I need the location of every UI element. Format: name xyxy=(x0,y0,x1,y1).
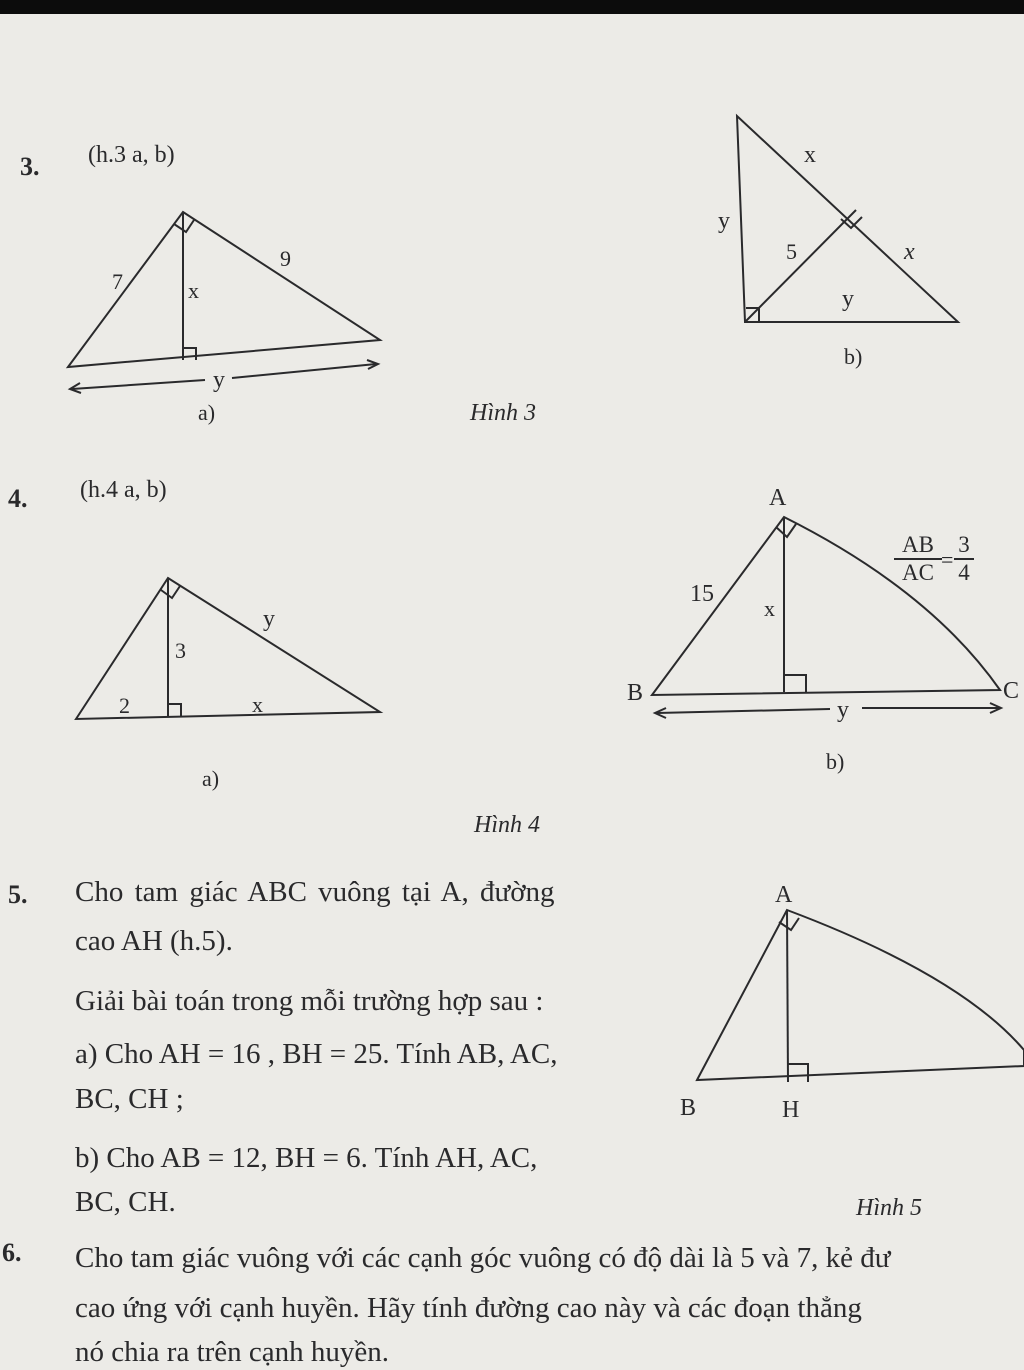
fig3a-base-arrow-right xyxy=(232,364,376,378)
exercise-5-part-b-line-1: b) Cho AB = 12, BH = 6. Tính AH, AC, xyxy=(75,1142,538,1174)
exercise-6-line-3: nó chia ra trên cạnh huyền. xyxy=(75,1336,390,1368)
figure-3-caption: Hình 3 xyxy=(470,400,536,426)
fig3b-label-x-low: x xyxy=(904,239,915,265)
fig3b-label-y-leg: y xyxy=(718,208,730,234)
fig4a-label-2: 2 xyxy=(119,693,130,718)
fig3b-label-5: 5 xyxy=(786,239,797,264)
exercise-6-line-2: cao ứng với cạnh huyền. Hãy tính đường cao này và các đoạn thẳng xyxy=(75,1292,862,1324)
fig4b-ratio-equals: = xyxy=(941,547,954,572)
fig4b-label-x: x xyxy=(764,596,775,621)
fig4b-label-y: y xyxy=(837,697,849,723)
fig4b-ratio-value: $\frac{3}{4}$ xyxy=(954,532,974,586)
fig4b-base-arrow-left xyxy=(657,709,830,713)
exercise-4-number: 4. xyxy=(8,484,28,513)
fig3b-sublabel: b) xyxy=(844,344,863,369)
exercise-5-line-2: cao AH (h.5). xyxy=(75,925,233,957)
fig5-vertex-A: A xyxy=(775,882,793,908)
exercise-5-part-a-line-1: a) Cho AH = 16 , BH = 25. Tính AB, AC, xyxy=(75,1038,558,1070)
figure-4-caption: Hình 4 xyxy=(474,812,540,838)
exercise-5-part-a-line-2: BC, CH ; xyxy=(75,1083,184,1115)
exercise-6-line-1: Cho tam giác vuông với các cạnh góc vuông có độ dài là 5 và 7, kẻ đư xyxy=(75,1242,891,1274)
fig3a-sublabel: a) xyxy=(198,400,216,425)
exercise-4-reference: (h.4 a, b) xyxy=(80,477,167,503)
fig5-triangle xyxy=(697,910,1024,1080)
fig3a-label-x: x xyxy=(188,278,199,303)
fig4b-vertex-A: A xyxy=(769,485,787,511)
fig5-altitude xyxy=(787,910,788,1082)
fig3a-label-y: y xyxy=(213,367,225,393)
fig3a-label-7: 7 xyxy=(112,269,123,294)
fig4b-label-15: 15 xyxy=(690,581,714,607)
fig5-vertex-B: B xyxy=(680,1095,697,1121)
fig4b-vertex-B: B xyxy=(627,680,644,706)
exercise-3-reference: (h.3 a, b) xyxy=(88,142,175,168)
fig4a-label-x: x xyxy=(252,692,263,717)
exercise-5-line-3: Giải bài toán trong mỗi trường hợp sau : xyxy=(75,985,544,1017)
fig4b-vertex-C: C xyxy=(1003,678,1020,704)
fig4a-label-y: y xyxy=(263,606,275,632)
exercise-5-number: 5. xyxy=(8,880,28,909)
fig4b-ratio-ab-ac: $\frac{AB}{AC}$ xyxy=(894,532,942,586)
fig4a-label-3: 3 xyxy=(175,638,186,663)
fig4b-sublabel: b) xyxy=(826,749,845,774)
fig3a-label-9: 9 xyxy=(280,246,291,271)
fig4a-sublabel: a) xyxy=(202,766,220,791)
fig3b-altitude xyxy=(745,210,856,322)
exercise-5-line-1: Cho tam giác ABC vuông tại A, đường xyxy=(75,876,555,908)
exercise-3-number: 3. xyxy=(20,152,40,181)
fig5-vertex-H: H xyxy=(782,1097,800,1123)
fig3a-right-angle-foot xyxy=(183,348,196,360)
fig3b-label-x-top: x xyxy=(804,142,816,168)
fig3b-label-y-base: y xyxy=(842,286,854,312)
exercise-6-number: 6. xyxy=(2,1238,22,1267)
fig3a-base-arrow-left xyxy=(72,380,205,389)
figure-5-caption: Hình 5 xyxy=(856,1195,922,1221)
exercise-5-part-b-line-2: BC, CH. xyxy=(75,1186,176,1218)
